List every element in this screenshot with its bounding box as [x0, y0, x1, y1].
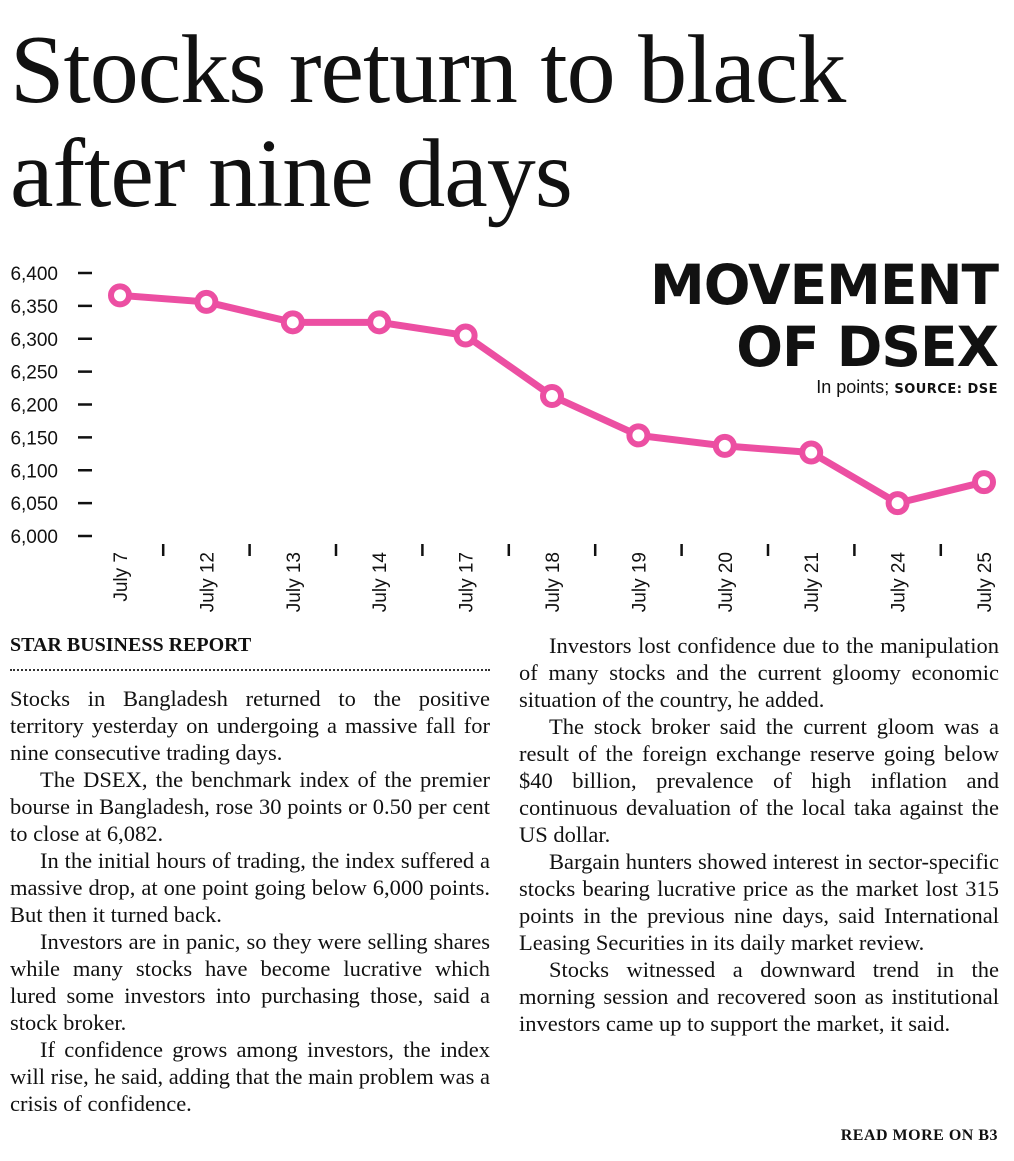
paragraph: Investors lost confidence due to the manipulation of many stocks and the current gloomy economic situation of the country, he added.	[519, 633, 999, 712]
data-point	[802, 443, 820, 461]
x-tick-label: July 14	[370, 552, 392, 613]
x-tick-label: July 13	[283, 552, 305, 613]
article-column-right	[519, 632, 999, 1037]
chart-title-line-1: MOVEMENT	[650, 253, 998, 317]
paragraph: The DSEX, the benchmark index of the premier bourse in Bangladesh, rose 30 points or 0.50 per cent to close at 6,082.	[10, 767, 490, 846]
paragraph: Investors are in panic, so they were selling shares while many stocks have become lucrative which lured some investors into purchasing those, said a stock broker.	[10, 929, 490, 1035]
x-tick-label: July 7	[111, 552, 132, 602]
y-tick-label: 6,100	[10, 461, 58, 483]
dotted-divider	[10, 669, 490, 671]
x-tick-label: July 19	[629, 552, 651, 613]
chart-title-line-2: OF DSEX	[736, 315, 998, 379]
y-tick-label: 6,000	[10, 527, 58, 548]
read-more-link[interactable]: READ MORE ON B3	[840, 1127, 998, 1144]
y-tick-label: 6,300	[10, 329, 58, 351]
data-point	[457, 326, 475, 344]
y-tick-label: 6,400	[10, 264, 58, 285]
x-tick-label: July 24	[888, 552, 910, 613]
headline-line-1: Stocks return to black	[10, 16, 846, 124]
paragraph: Bargain hunters showed interest in sector-specific stocks bearing lucrative price as the market lost 315 points in the previous nine days, said International Leasing Securities in its daily market review.	[519, 849, 999, 955]
paragraph: The stock broker said the current gloom was a result of the foreign exchange reserve going below $40 billion, prevalence of high inflation and continuous devaluation of the local taka against the US dollar.	[519, 714, 999, 847]
data-point	[111, 286, 129, 304]
x-tick-label: July 25	[975, 552, 996, 613]
y-tick-label: 6,250	[10, 362, 58, 384]
paragraph: Stocks in Bangladesh returned to the positive territory yesterday on undergoing a massive fall for nine consecutive trading days.	[10, 686, 490, 765]
x-tick-label: July 21	[802, 552, 824, 613]
byline: STAR BUSINESS REPORT	[10, 634, 252, 656]
x-tick-label: July 12	[197, 552, 219, 613]
x-tick-label: July 18	[543, 552, 564, 613]
chart-title	[650, 254, 998, 378]
y-tick-label: 6,200	[10, 395, 58, 417]
data-point	[197, 293, 215, 311]
chart-unit: In points;	[816, 377, 890, 397]
data-point	[629, 426, 647, 444]
paragraph: Stocks witnessed a downward trend in the morning session and recovered soon as institutional investors came up to support the market, it said.	[519, 957, 999, 1036]
data-point	[975, 473, 993, 491]
headline-line-2: after nine days	[10, 120, 572, 228]
x-tick-label: July 20	[715, 552, 737, 613]
y-tick-label: 6,350	[10, 296, 58, 318]
paragraph: If confidence grows among investors, the index will rise, he said, adding that the main problem was a crisis of confidence.	[10, 1037, 490, 1116]
data-point	[889, 494, 907, 512]
article-column-left	[10, 685, 490, 1117]
y-tick-label: 6,050	[10, 494, 58, 516]
data-point	[284, 313, 302, 331]
chart-subtitle	[816, 377, 998, 398]
data-point	[370, 313, 388, 331]
y-tick-label: 6,150	[10, 428, 58, 450]
x-tick-label: July 17	[456, 552, 478, 613]
data-point	[716, 437, 734, 455]
data-point	[543, 387, 561, 405]
headline	[10, 18, 1010, 226]
paragraph: In the initial hours of trading, the index suffered a massive drop, at one point going below 6,000 points. But then it turned back.	[10, 848, 490, 927]
chart-source: SOURCE: DSE	[894, 382, 998, 397]
